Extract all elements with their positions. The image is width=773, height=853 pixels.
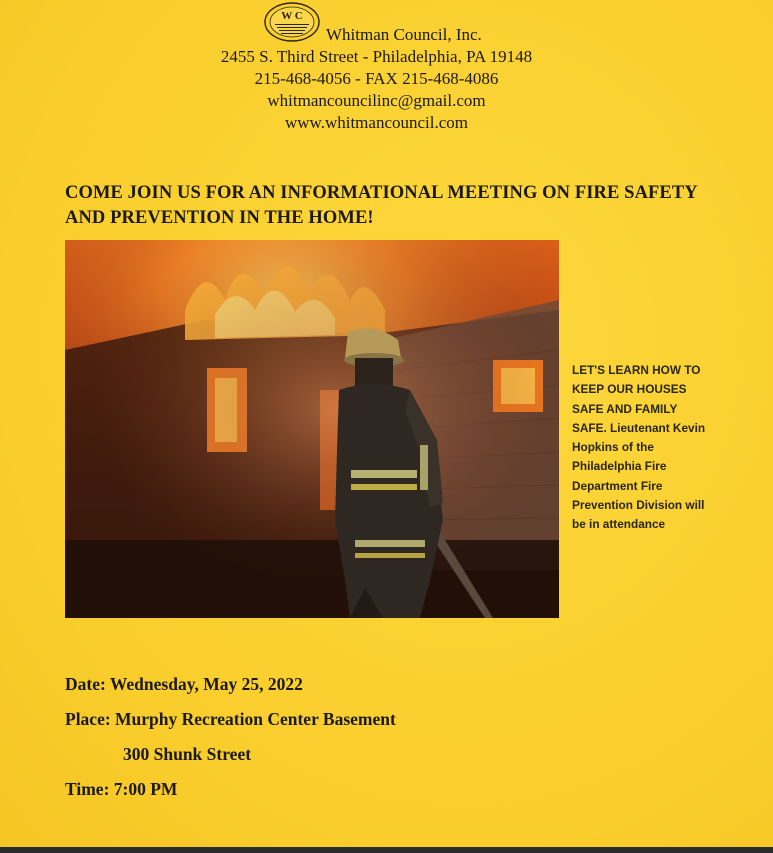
phone-fax: 215-468-4056 - FAX 215-468-4086 bbox=[254, 69, 499, 88]
event-street: 300 Shunk Street bbox=[123, 744, 252, 764]
event-description: LET'S LEARN HOW TO KEEP OUR HOUSES SAFE AND FAMILY SAFE. Lieutenant Kevin Hopkins of the Philadelphia Fire Department Fire Prevention Division will be in attendance bbox=[572, 363, 706, 532]
website: www.whitmancouncil.com bbox=[284, 113, 469, 132]
logo-initials: W C bbox=[281, 10, 303, 22]
address: 2455 S. Third Street - Philadelphia, PA 19148 bbox=[220, 47, 533, 66]
whitman-council-logo bbox=[263, 2, 321, 44]
event-place: Place: Murphy Recreation Center Basement bbox=[65, 709, 396, 729]
org-name: Whitman Council, Inc. bbox=[326, 25, 482, 44]
event-time: Time: 7:00 PM bbox=[65, 779, 178, 799]
event-date: Date: Wednesday, May 25, 2022 bbox=[65, 674, 303, 694]
bottom-edge-bar bbox=[0, 847, 773, 853]
email-address: whitmancouncilinc@gmail.com bbox=[267, 91, 486, 110]
headline: COME JOIN US FOR AN INFORMATIONAL MEETING ON FIRE SAFETY AND PREVENTION IN THE HOME! bbox=[65, 183, 698, 228]
firefighter-photo bbox=[65, 240, 559, 618]
